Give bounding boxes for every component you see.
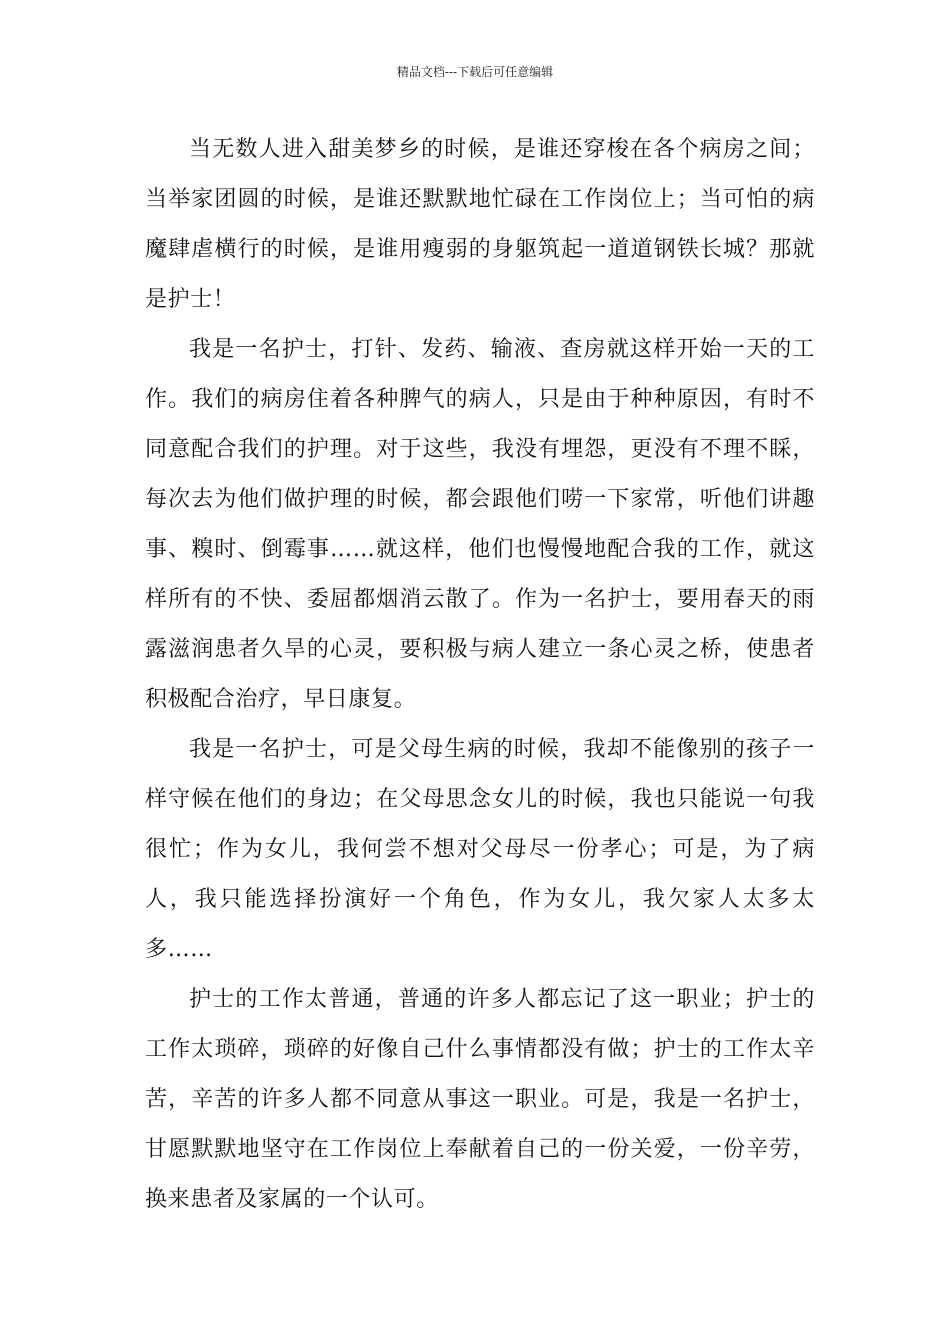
page-header: 精品文档---下载后可任意编辑 [396, 65, 554, 79]
paragraph-3: 我是一名护士，可是父母生病的时候，我却不能像别的孩子一样守候在他们的身边；在父母思念女儿的时候，我也只能说一句我很忙；作为女儿，我何尝不想对父母尽一份孝心；可是，为了病人，我只能选择扮演好一个角色，作为女儿，我欠家人太多太多…… [145, 737, 815, 962]
document-body [145, 125, 815, 1225]
paragraph-4: 护士的工作太普通，普通的许多人都忘记了这一职业；护士的工作太琐碎，琐碎的好像自己什么事情都没有做；护士的工作太辛苦，辛苦的许多人都不同意从事这一职业。可是，我是一名护士，甘愿默默地坚守在工作岗位上奉献着自己的一份关爱，一份辛劳，换来患者及家属的一个认可。 [145, 987, 815, 1212]
paragraph-2: 我是一名护士，打针、发药、输液、查房就这样开始一天的工作。我们的病房住着各种脾气的病人，只是由于种种原因，有时不同意配合我们的护理。对于这些，我没有埋怨，更没有不理不睬，每次去为他们做护理的时候，都会跟他们唠一下家常，听他们讲趣事、糗时、倒霉事……就这样，他们也慢慢地配合我的工作，就这样所有的不快、委屈都烟消云散了。作为一名护士，要用春天的雨露滋润患者久旱的心灵，要积极与病人建立一条心灵之桥，使患者积极配合治疗，早日康复。 [145, 337, 815, 712]
paragraph-1: 当无数人进入甜美梦乡的时候，是谁还穿梭在各个病房之间；当举家团圆的时候，是谁还默默地忙碌在工作岗位上；当可怕的病魔肆虐横行的时候，是谁用瘦弱的身躯筑起一道道钢铁长城？那就是护士！ [145, 137, 815, 312]
